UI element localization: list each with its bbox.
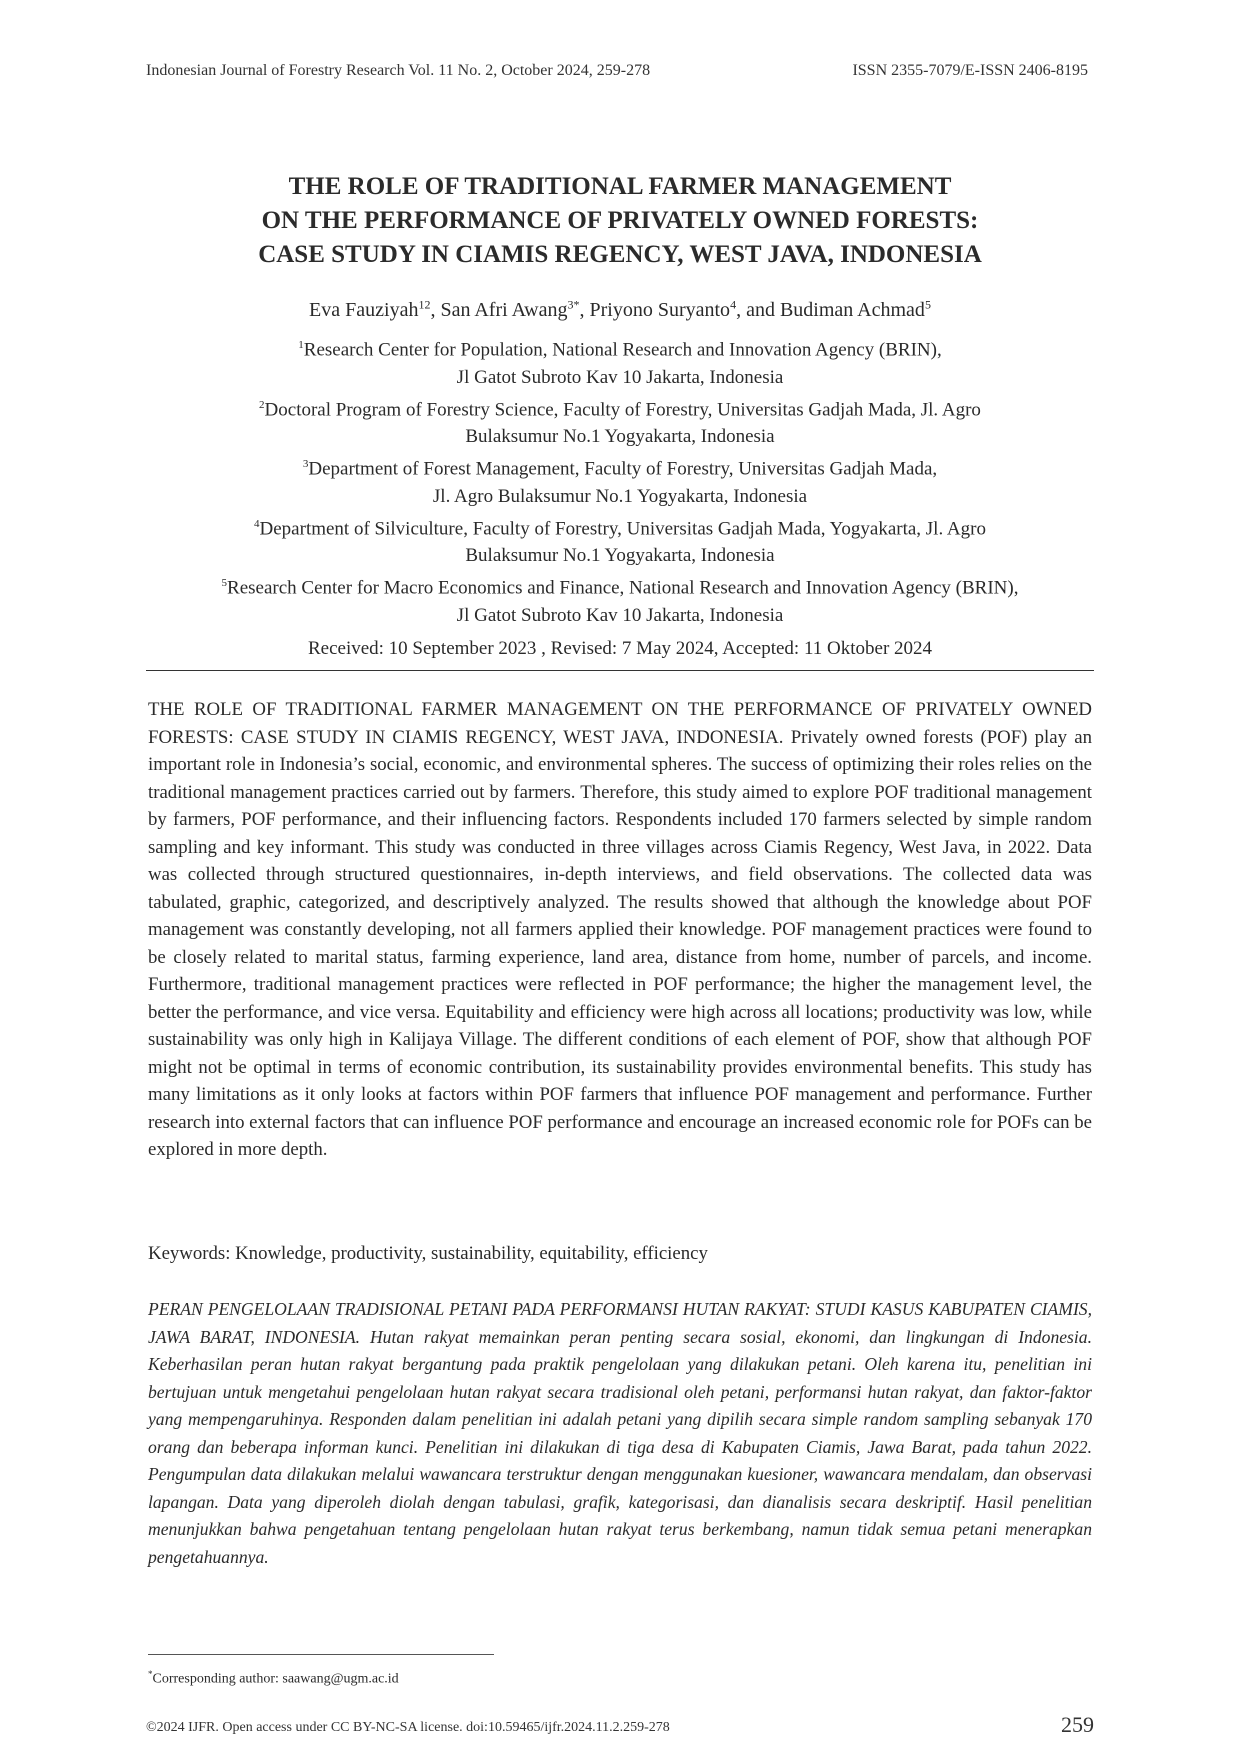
affiliation-3-line-2: Jl. Agro Bulaksumur No.1 Yogyakarta, Indonesia [432,485,808,507]
author: Budiman Achmad$^5$ [779,297,931,321]
title-line-3: CASE STUDY IN CIAMIS REGENCY, WEST JAVA, INDONESIA [258,241,982,268]
abstrak-body: Hutan rakyat memainkan peran penting secara sosial, ekonomi, dan lingkungan di Indonesia. Keberhasilan peran hutan rakyat bergantung pada praktik pengelolaan yang dilakukan petani. Oleh karena itu, penelitian ini bertujuan untuk mengetahui pengelolaan hutan rakyat secara tradisional oleh petani, performansi hutan rakyat, dan faktor-faktor yang mempengaruhinya. Responden dalam penelitian ini adalah petani yang dipilih secara simple random sampling sebanyak 170 orang dan beberapa informan kunci. Penelitian ini dilakukan di tiga desa di Kabupaten Ciamis, Jawa Barat, pada tahun 2022. Pengumpulan data dilakukan melalui wawancara terstruktur dengan menggunakan kuesioner, wawancara mendalam, dan observasi lapangan. Data yang diperoleh diolah dengan tabulasi, grafik, kategorisasi, dan dianalisis secara deskriptif. Hasil penelitian menunjukkan bahwa pengetahuan tentang pengelolaan hutan rakyat terus berkembang, namun tidak semua petani menerapkan pengetahuannya. [148,1326,1092,1567]
submission-dates: Received: 10 September 2023 , Revised: 7 May 2024, Accepted: 11 Oktober 2024 [307,638,933,659]
affiliation-4-line-2: Bulaksumur No.1 Yogyakarta, Indonesia [465,545,775,567]
affiliation-1-line-2: Jl Gatot Subroto Kav 10 Jakarta, Indonesia [456,366,784,388]
page-number: 259 [1061,1712,1094,1737]
page-footer [146,1712,1094,1742]
affiliation-4-line-1: $^4$Department of Silviculture, Faculty of Forestry, Universitas Gadjah Mada, Yogyakarta, Jl. Agro [254,517,986,539]
author: Eva Fauziyah$^{12}$, [309,297,441,321]
journal-citation: Indonesian Journal of Forestry Research Vol. 11 No. 2, October 2024, 259-278 [146,62,651,79]
abstract-title: THE ROLE OF TRADITIONAL FARMER MANAGEMENT ON THE PERFORMANCE OF PRIVATELY OWNED FORESTS: CASE STUDY IN CIAMIS REGENCY, WEST JAVA, INDONESIA. [148,699,1092,748]
header-divider [146,670,1094,671]
affiliation-2-line-2: Bulaksumur No.1 Yogyakarta, Indonesia [465,426,775,448]
abstract-english [148,696,1092,1164]
affiliation-list [140,332,1100,630]
affiliation-3-line-1: $^3$Department of Forest Management, Faculty of Forestry, Universitas Gadjah Mada, [302,458,938,480]
license-doi: ©2024 IJFR. Open access under CC BY-NC-SA license. doi:10.59465/ijfr.2024.11.2.259-278 [146,1720,670,1735]
abstract-indonesian [148,1296,1092,1571]
author: Priyono Suryanto$^4$, and [589,297,780,321]
author: San Afri Awang$^{3*}$, [440,297,590,321]
abstract-body: Privately owned forests (POF) play an important role in Indonesia’s social, economic, and environmental spheres. The success of optimizing their roles relies on the traditional management practices carried out by farmers. Therefore, this study aimed to explore POF traditional management by farmers, POF performance, and their influencing factors. Respondents included 170 farmers selected by simple random sampling and key informant. This study was conducted in three villages across Ciamis Regency, West Java, in 2022. Data was collected through structured questionnaires, in-depth interviews, and field observations. The collected data was tabulated, graphic, categorized, and descriptively analyzed. The results showed that although the knowledge about POF management was constantly developing, not all farmers applied their knowledge. POF management practices were found to be closely related to marital status, farming experience, land area, distance from home, number of parcels, and income. Furthermore, traditional management practices were reflected in POF performance; the higher the management level, the better the performance, and vice versa. Equitability and efficiency were high across all locations; productivity was low, while sustainability was only high in Kalijaya Village. The different conditions of each element of POF, show that although POF might not be optimal in terms of economic contribution, its sustainability provides environmental benefits. This study has many limitations as it only looks at factors within POF farmers that influence POF management and performance. Further research into external factors that can influence POF performance and encourage an increased economic role for POFs can be explored in more depth. [148,726,1093,1160]
author-list [146,290,1094,324]
corresponding-author-footnote: *Corresponding author: saawang@ugm.ac.id [148,1669,399,1687]
affiliation-2-line-1: $^2$Doctoral Program of Forestry Science, Faculty of Forestry, Universitas Gadjah Mada, Jl. Agro [259,398,981,420]
footnote-divider [148,1654,494,1655]
title-line-1: THE ROLE OF TRADITIONAL FARMER MANAGEMENT [288,173,952,200]
affiliation-1-line-1: $^1$Research Center for Population, National Research and Innovation Agency (BRIN), [298,339,942,361]
affiliation-5-line-1: $^5$Research Center for Macro Economics and Finance, National Research and Innovation Agency (BRIN), [221,577,1019,599]
paper-title [146,170,1094,272]
running-header [146,62,1088,86]
affiliation-5-line-2: Jl Gatot Subroto Kav 10 Jakarta, Indonesia [456,604,784,626]
title-line-2: ON THE PERFORMANCE OF PRIVATELY OWNED FORESTS: [261,207,979,234]
abstrak-title: PERAN PENGELOLAAN TRADISIONAL PETANI PADA PERFORMANSI HUTAN RAKYAT: STUDI KASUS KABUPATEN CIAMIS, JAWA BARAT, INDONESIA. [148,1299,1092,1347]
issn: ISSN 2355-7079/E-ISSN 2406-8195 [852,62,1088,79]
keywords: Keywords: Knowledge, productivity, sustainability, equitability, efficiency [148,1243,708,1264]
